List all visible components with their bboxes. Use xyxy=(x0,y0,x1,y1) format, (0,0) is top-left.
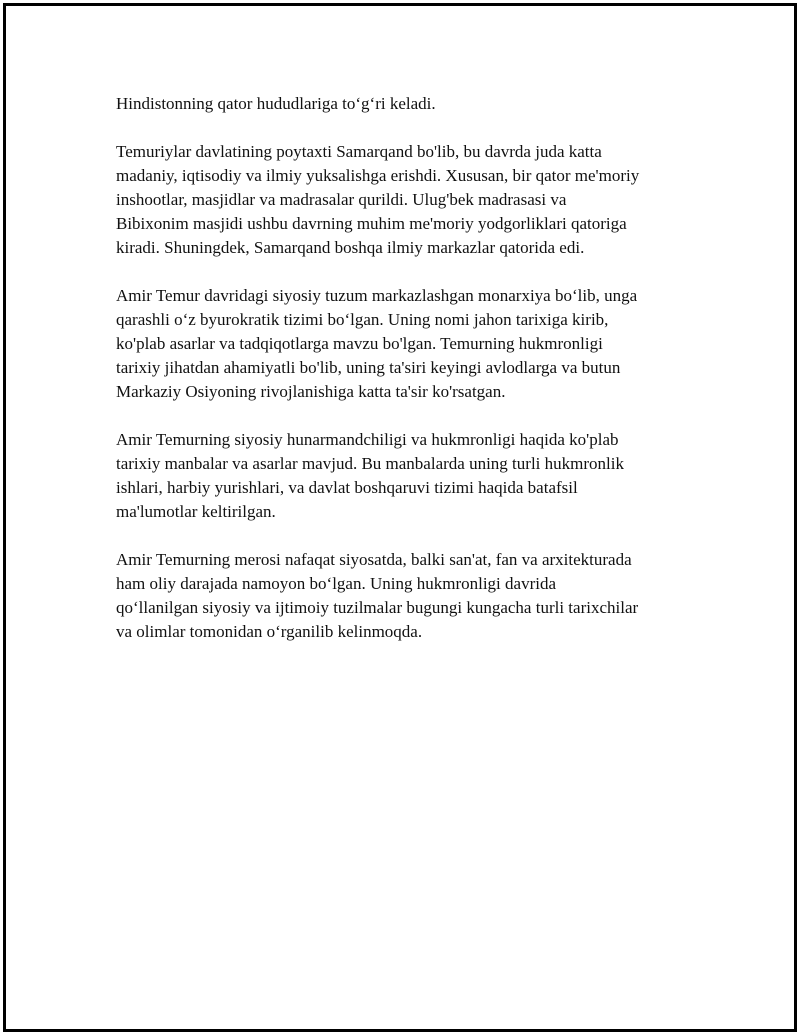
text-line: ham oliy darajada namoyon bo‘lgan. Uning hukmronligi davrida xyxy=(116,574,557,593)
text-line: ko'plab asarlar va tadqiqotlarga mavzu bo'lgan. Temurning hukmronligi xyxy=(116,334,603,353)
text-line: Amir Temurning siyosiy hunarmandchiligi va hukmronligi haqida ko'plab xyxy=(116,430,619,449)
text-line: Temuriylar davlatining poytaxti Samarqand bo'lib, bu davrda juda katta xyxy=(116,142,602,161)
paragraph-2 xyxy=(116,140,716,260)
text-line: Amir Temurning merosi nafaqat siyosatda, balki san'at, fan va arxitekturada xyxy=(116,550,632,569)
text-line: inshootlar, masjidlar va madrasalar qurildi. Ulug'bek madrasasi va xyxy=(116,190,567,209)
text-line: ma'lumotlar keltirilgan. xyxy=(116,502,276,521)
text-line: va olimlar tomonidan o‘rganilib kelinmoqda. xyxy=(116,622,423,641)
text-line: madaniy, iqtisodiy va ilmiy yuksalishga erishdi. Xususan, bir qator me'moriy xyxy=(116,166,640,185)
paragraph-4 xyxy=(116,428,716,524)
text-line: ishlari, harbiy yurishlari, va davlat boshqaruvi tizimi haqida batafsil xyxy=(116,478,578,497)
text-line: Markaziy Osiyoning rivojlanishiga katta ta'sir ko'rsatgan. xyxy=(116,382,506,401)
text-line: Amir Temur davridagi siyosiy tuzum markazlashgan monarxiya bo‘lib, unga xyxy=(116,286,638,305)
paragraph-1 xyxy=(116,92,716,116)
text-line: Hindistonning qator hududlariga to‘g‘ri keladi. xyxy=(116,94,436,113)
text-line: qarashli o‘z byurokratik tizimi bo‘lgan. Uning nomi jahon tarixiga kirib, xyxy=(116,310,609,329)
text-line: tarixiy jihatdan ahamiyatli bo'lib, uning ta'siri keyingi avlodlarga va butun xyxy=(116,358,621,377)
document-body xyxy=(116,92,716,668)
text-line: kiradi. Shuningdek, Samarqand boshqa ilmiy markazlar qatorida edi. xyxy=(116,238,585,257)
text-line: Bibixonim masjidi ushbu davrning muhim me'moriy yodgorliklari qatoriga xyxy=(116,214,627,233)
paragraph-3 xyxy=(116,284,716,404)
paragraph-5 xyxy=(116,548,716,644)
text-line: tarixiy manbalar va asarlar mavjud. Bu manbalarda uning turli hukmronlik xyxy=(116,454,624,473)
text-line: qo‘llanilgan siyosiy va ijtimoiy tuzilmalar bugungi kungacha turli tarixchilar xyxy=(116,598,639,617)
